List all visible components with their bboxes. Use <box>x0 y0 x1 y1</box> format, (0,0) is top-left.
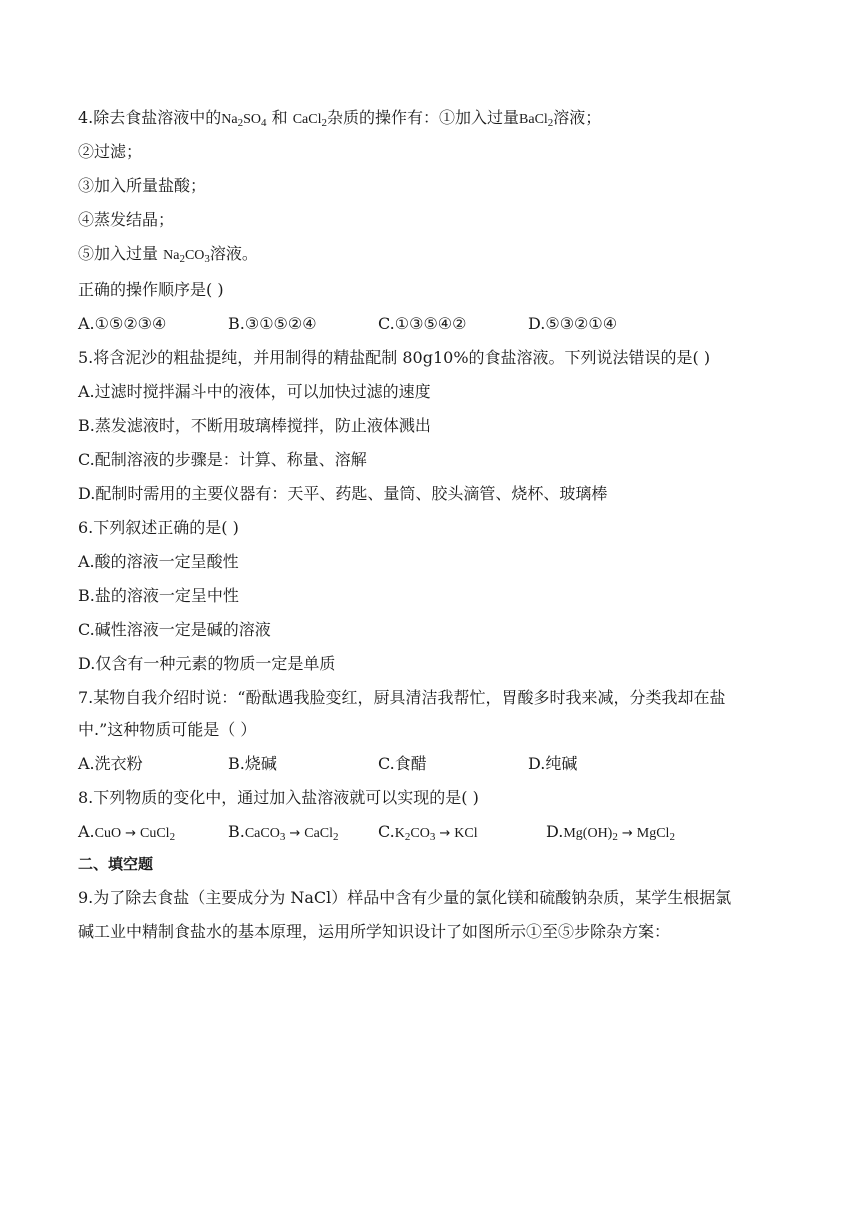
formula-part: CuCl <box>140 826 170 841</box>
arrow-right-icon: → <box>621 826 633 841</box>
option-letter: D. <box>546 822 564 841</box>
q7-option-b[interactable]: B.烧碱 <box>228 754 277 773</box>
q7-option-a[interactable]: A.洗衣粉 <box>78 754 143 773</box>
q4-step-4: ④蒸发结晶； <box>78 210 175 229</box>
arrow-right-icon: → <box>289 826 301 841</box>
formula-part: Na <box>221 112 238 127</box>
formula-mgoh2-to-mgcl2 <box>563 826 675 841</box>
q6-option-c[interactable]: C.碱性溶液一定是碱的溶液 <box>78 620 271 639</box>
q6-stem: 6.下列叙述正确的是( ) <box>78 518 239 537</box>
formula-part: SO <box>243 112 262 127</box>
q4-step-5 <box>78 243 798 267</box>
arrow-right-icon: → <box>125 826 136 841</box>
q9-line2: 碱工业中精制食盐水的基本原理，运用所学知识设计了如图所示①至⑤步除杂方案： <box>78 922 671 941</box>
formula-sub: 2 <box>321 117 327 129</box>
formula-cacl2 <box>293 112 327 127</box>
q4-option-c[interactable]: C.①③⑤④② <box>378 314 467 333</box>
option-letter: C. <box>378 822 395 841</box>
formula-part: CuO <box>94 826 122 841</box>
q4-step-2: ②过滤； <box>78 142 143 161</box>
q6-option-a[interactable]: A.酸的溶液一定呈酸性 <box>78 552 239 571</box>
q5-stem: 5.将含泥沙的粗盐提纯，并用制得的精盐配制 80g10%的食盐溶液。下列说法错误的是( ) <box>78 348 711 367</box>
formula-sub: 2 <box>169 831 176 843</box>
q8-option-b[interactable] <box>228 821 378 845</box>
formula-sub: 2 <box>669 831 675 843</box>
q6-option-b[interactable]: B.盐的溶液一定呈中性 <box>78 586 239 605</box>
q7-option-d[interactable]: D.纯碱 <box>528 754 578 773</box>
q5-option-b[interactable]: B.蒸发滤液时，不断用玻璃棒搅拌，防止液体溅出 <box>78 416 431 435</box>
q4-ask: 正确的操作顺序是( ) <box>78 280 224 299</box>
q7-option-c[interactable]: C.食醋 <box>378 754 427 773</box>
formula-part: Na <box>163 248 180 263</box>
formula-part: BaCl <box>519 112 548 127</box>
formula-sub: 3 <box>279 831 286 843</box>
formula-sub: 2 <box>612 831 618 843</box>
q4-option-b[interactable]: B.③①⑤②④ <box>228 314 317 333</box>
section-heading-fill-in: 二、填空题 <box>78 855 154 873</box>
q8-option-c[interactable] <box>378 821 546 845</box>
formula-k2co3-to-kcl <box>395 826 478 841</box>
formula-na2co3 <box>163 248 210 263</box>
q7-stem-line2: 中.”这种物质可能是（ ） <box>78 720 257 739</box>
q8-stem: 8.下列物质的变化中，通过加入盐溶液就可以实现的是( ) <box>78 788 479 807</box>
q5-option-c[interactable]: C.配制溶液的步骤是：计算、称量、溶解 <box>78 450 367 469</box>
formula-part: CaCl <box>292 112 322 127</box>
formula-sub: 2 <box>237 117 244 129</box>
formula-part: KCl <box>454 826 478 841</box>
formula-sub: 3 <box>204 253 210 265</box>
q5-option-d[interactable]: D.配制时需用的主要仪器有：天平、药匙、量筒、胶头滴管、烧杯、玻璃棒 <box>78 484 608 503</box>
formula-sub: 2 <box>547 117 554 129</box>
formula-part: Mg(OH) <box>563 826 613 841</box>
q8-option-d[interactable] <box>546 821 675 845</box>
q4-stem-text: 溶液； <box>553 108 602 127</box>
formula-na2so4 <box>221 112 266 127</box>
formula-part: CaCl <box>304 826 334 841</box>
formula-part: MgCl <box>636 826 670 841</box>
q4-step-3: ③加入所量盐酸； <box>78 176 207 195</box>
option-letter: B. <box>228 822 245 841</box>
formula-sub: 3 <box>429 831 436 843</box>
q7-options <box>78 753 798 775</box>
q4-option-a[interactable]: A.①⑤②③④ <box>78 314 167 333</box>
formula-sub: 2 <box>404 831 411 843</box>
option-letter: A. <box>78 822 95 841</box>
formula-part: CO <box>184 248 205 263</box>
formula-cuo-to-cucl2 <box>95 826 175 841</box>
formula-caco3-to-cacl2 <box>245 826 339 841</box>
formula-part: K <box>394 826 405 841</box>
q4-option-d[interactable]: D.⑤③②①④ <box>528 314 618 333</box>
q4-step5-text: ⑤加入过量 <box>78 244 159 263</box>
formula-part: CO <box>410 826 430 841</box>
formula-sub: 2 <box>179 253 185 265</box>
formula-sub: 2 <box>333 831 339 843</box>
arrow-right-icon: → <box>439 826 451 841</box>
q8-options <box>78 821 798 845</box>
q6-option-d[interactable]: D.仅含有一种元素的物质一定是单质 <box>78 654 336 673</box>
formula-sub: 4 <box>261 117 267 129</box>
q7-stem-line1: 7.某物自我介绍时说：“酚酞遇我脸变红，厨具清洁我帮忙，胃酸多时我来减，分类我却在盐 <box>78 688 726 707</box>
q9-line1: 9.为了除去食盐（主要成分为 NaCl）样品中含有少量的氯化镁和硫酸钠杂质，某学生根据氯 <box>78 888 732 907</box>
q4-stem <box>78 107 798 131</box>
q4-stem-text: 杂质的操作有：①加入过量 <box>327 108 520 127</box>
q8-option-a[interactable] <box>78 821 228 845</box>
formula-part: CaCO <box>244 826 280 841</box>
q4-stem-text: 4.除去食盐溶液中的 <box>78 108 222 127</box>
q4-step5-text: 溶液。 <box>209 244 258 263</box>
q4-stem-text: 和 <box>271 108 288 127</box>
formula-bacl2 <box>519 112 553 127</box>
q4-options <box>78 313 798 335</box>
q5-option-a[interactable]: A.过滤时搅拌漏斗中的液体，可以加快过滤的速度 <box>78 382 431 401</box>
